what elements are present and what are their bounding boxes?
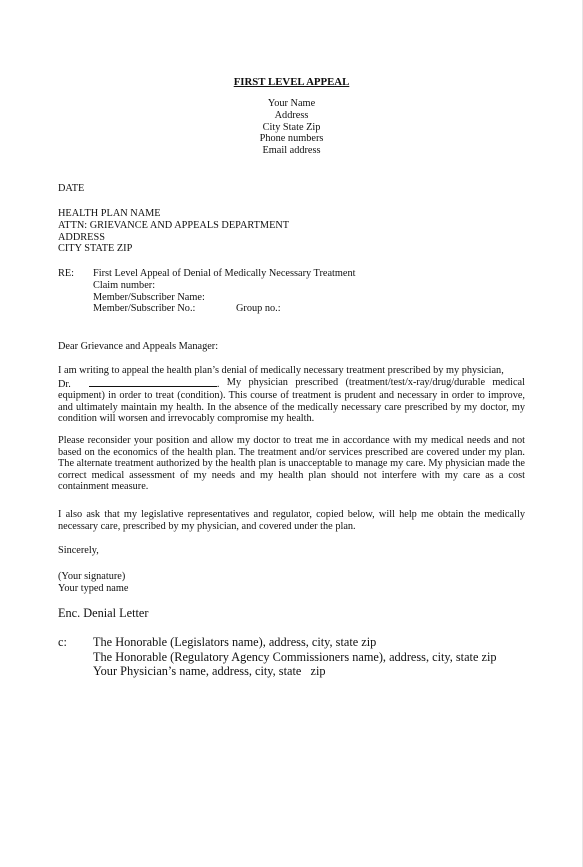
recipient-city-state-zip: CITY STATE ZIP bbox=[58, 243, 133, 255]
closing: Sincerely, bbox=[58, 545, 99, 556]
word-prescribed: prescribed bbox=[295, 376, 339, 388]
sender-address: Address bbox=[274, 109, 309, 121]
enclosure: Enc. Denial Letter bbox=[58, 606, 149, 620]
sender-phone: Phone numbers bbox=[259, 133, 324, 145]
paragraph-1-line-1: I am writing to appeal the health plan’s denial of medically necessary treatment prescribed by my physician, bbox=[58, 365, 504, 376]
re-member-number-row bbox=[93, 303, 356, 315]
cc-physician: Your Physician’s name, address, city, state zip bbox=[93, 664, 326, 678]
word-treatment-options: (treatment/test/x-ray/drug/durable bbox=[345, 376, 486, 388]
paragraph-2: Please reconsider your position and allow my doctor to treat me in accordance with my medical needs and not based on the economics of the health plan. The treatment and/or services prescribed are covered under my plan. The alternate treatment authorized by the health plan is unacceptable to manage my care. My physician made the correct medical assessment of my needs and my health plan should not interfere with my care as a cost containment measure. bbox=[58, 435, 525, 493]
doctor-prefix: Dr. bbox=[58, 378, 71, 390]
cc-list bbox=[93, 635, 497, 679]
re-group-number: Group no.: bbox=[236, 303, 281, 315]
recipient-plan-name: HEALTH PLAN NAME bbox=[58, 208, 161, 219]
re-block bbox=[93, 268, 356, 315]
doctor-period: . bbox=[216, 378, 220, 390]
sender-email: Email address bbox=[262, 145, 321, 157]
recipient-address: ADDRESS bbox=[58, 231, 105, 243]
doctor-line bbox=[58, 377, 219, 391]
typed-name: Your typed name bbox=[58, 583, 129, 594]
paragraph-3: I also ask that my legislative representatives and regulator, copied below, will help me obtain the medically necessary care, prescribed by my physician, and covered under the plan. bbox=[58, 509, 525, 532]
sender-city-state-zip: City State Zip bbox=[262, 121, 321, 133]
word-medical: medical bbox=[492, 376, 525, 388]
re-claim-number: Claim number: bbox=[93, 279, 156, 291]
doctor-name-blank bbox=[89, 377, 217, 387]
re-member-number: Member/Subscriber No.: bbox=[93, 303, 196, 315]
cc-label: c: bbox=[58, 635, 67, 649]
recipient-department: ATTN: GRIEVANCE AND APPEALS DEPARTMENT bbox=[58, 219, 290, 231]
signature-placeholder: (Your signature) bbox=[58, 571, 126, 582]
paragraph-1-rest: equipment) in order to treat (condition). This course of treatment is prudent and necessary in order to improve, and ultimately maintain my health. In the absence of the medically necessary care prescribed by my doctor, my condition will worsen and irrevocably compromise my health. bbox=[58, 390, 525, 425]
word-physician: physician bbox=[248, 376, 288, 388]
cc-legislator: The Honorable (Legislators name), address, city, state zip bbox=[93, 635, 377, 649]
recipient-block bbox=[58, 208, 289, 255]
word-my: My bbox=[226, 376, 242, 388]
re-subject: First Level Appeal of Denial of Medically Necessary Treatment bbox=[93, 268, 356, 279]
re-label: RE: bbox=[58, 268, 75, 279]
paragraph-1-line-2 bbox=[58, 377, 525, 391]
cc-regulator: The Honorable (Regulatory Agency Commissioners name), address, city, state zip bbox=[93, 649, 497, 664]
letter-date: DATE bbox=[58, 183, 85, 194]
paragraph-1 bbox=[58, 365, 525, 425]
sender-name: Your Name bbox=[267, 98, 316, 109]
letter-title: FIRST LEVEL APPEAL bbox=[233, 76, 350, 88]
re-member-name: Member/Subscriber Name: bbox=[93, 291, 205, 303]
salutation: Dear Grievance and Appeals Manager: bbox=[58, 341, 219, 352]
sender-block bbox=[0, 98, 583, 157]
